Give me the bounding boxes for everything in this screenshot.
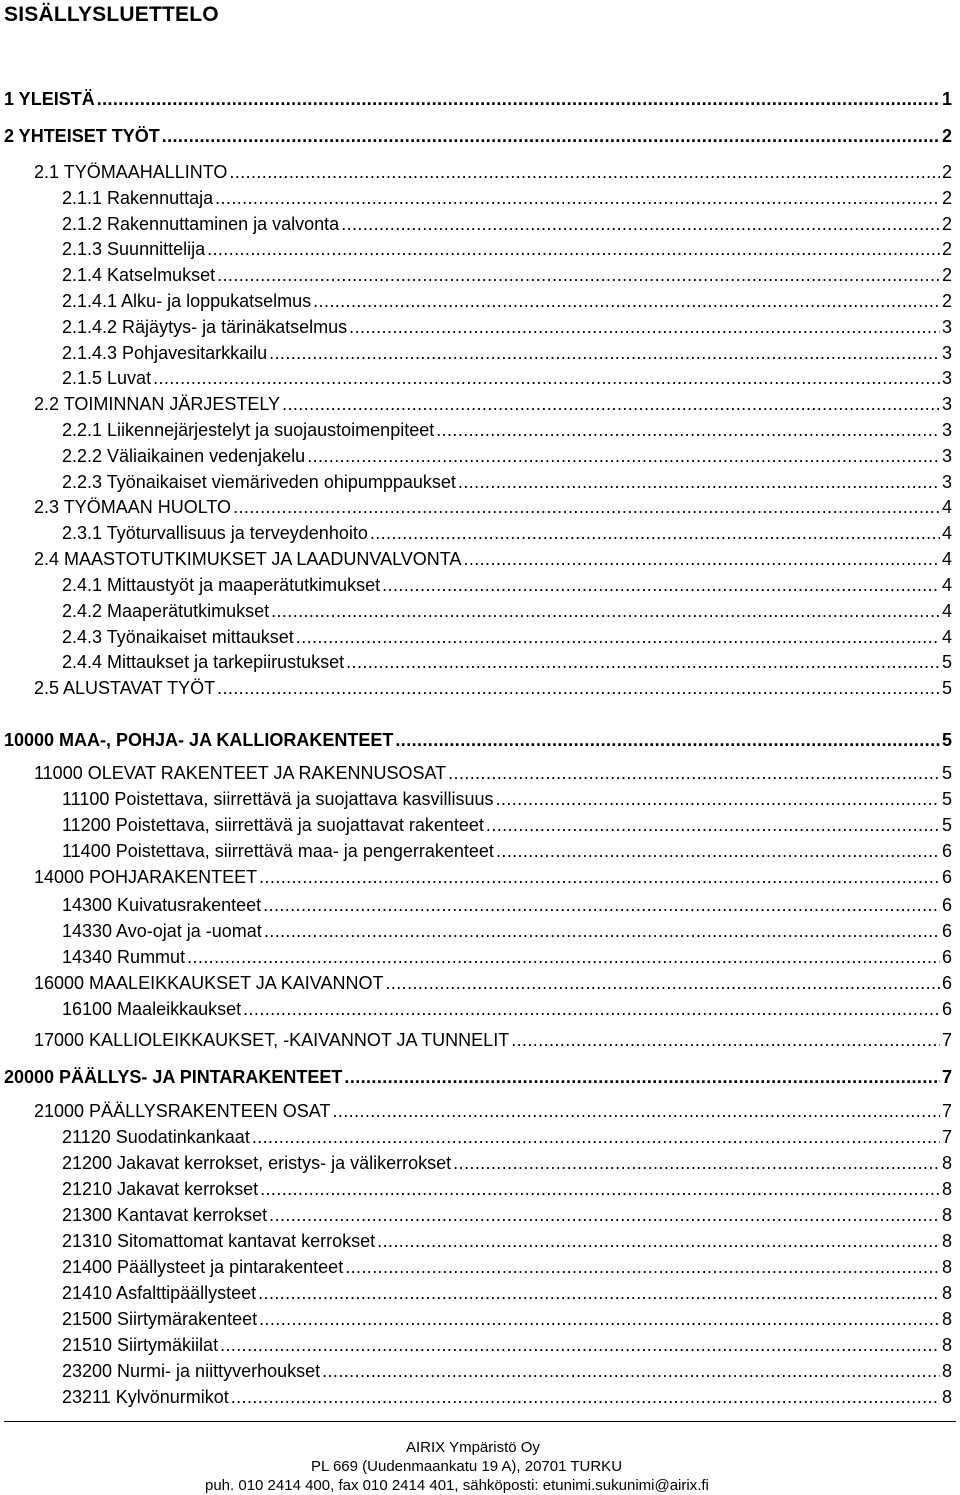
toc-dot-leader xyxy=(346,651,940,673)
toc-entry[interactable] xyxy=(62,316,952,338)
toc-dot-leader xyxy=(453,1152,940,1174)
footer-address: PL 669 (Uudenmaankatu 19 A), 20701 TURKU xyxy=(311,1458,623,1475)
toc-entry-page: 8 xyxy=(941,1205,952,1225)
toc-entry-title: 2.4.2 Maaperätutkimukset xyxy=(62,601,270,621)
toc-entry-page: 4 xyxy=(941,549,952,569)
toc-entry-page: 5 xyxy=(941,815,952,835)
toc-entry-title: 11100 Poistettava, siirrettävä ja suojattava kasvillisuus xyxy=(62,789,494,809)
toc-entry-title: 2.1.4.1 Alku- ja loppukatselmus xyxy=(62,291,312,311)
toc-entry[interactable] xyxy=(4,88,952,110)
toc-dot-leader xyxy=(259,866,940,888)
toc-entry[interactable] xyxy=(62,814,952,836)
toc-entry[interactable] xyxy=(62,238,952,260)
toc-entry[interactable] xyxy=(62,1360,952,1382)
toc-dot-leader xyxy=(97,88,940,110)
toc-entry[interactable] xyxy=(62,840,952,862)
toc-entry-title: 14340 Rummut xyxy=(62,947,186,967)
toc-entry-title: 2.3 TYÖMAAN HUOLTO xyxy=(34,497,232,517)
toc-entry[interactable] xyxy=(34,496,952,518)
toc-entry-page: 3 xyxy=(941,472,952,492)
toc-entry-page: 8 xyxy=(941,1231,952,1251)
toc-entry-title: 2.3.1 Työturvallisuus ja terveydenhoito xyxy=(62,523,368,543)
toc-entry-title: 2.2 TOIMINNAN JÄRJESTELY xyxy=(34,394,281,414)
toc-dot-leader xyxy=(271,600,940,622)
toc-dot-leader xyxy=(385,972,940,994)
toc-entry-title: 2.4 MAASTOTUTKIMUKSET JA LAADUNVALVONTA xyxy=(34,549,462,569)
toc-entry-title: 2.1.2 Rakennuttaminen ja valvonta xyxy=(62,214,340,234)
toc-dot-leader xyxy=(269,1204,940,1226)
toc-dot-leader xyxy=(258,1282,940,1304)
toc-entry[interactable] xyxy=(62,522,952,544)
toc-entry-title: 21000 PÄÄLLYSRAKENTEEN OSAT xyxy=(34,1101,331,1121)
toc-entry-title: 14300 Kuivatusrakenteet xyxy=(62,895,262,915)
toc-dot-leader xyxy=(243,998,940,1020)
toc-entry-title: 14000 POHJARAKENTEET xyxy=(34,867,258,887)
toc-entry-title: 21510 Siirtymäkiilat xyxy=(62,1335,219,1355)
toc-entry[interactable] xyxy=(62,920,952,942)
toc-entry-page: 8 xyxy=(941,1257,952,1277)
toc-entry-page: 4 xyxy=(941,523,952,543)
toc-entry-page: 8 xyxy=(941,1387,952,1407)
toc-entry[interactable] xyxy=(62,1178,952,1200)
toc-entry-page: 4 xyxy=(941,497,952,517)
toc-entry[interactable] xyxy=(62,1282,952,1304)
toc-entry-page: 3 xyxy=(941,343,952,363)
toc-entry[interactable] xyxy=(62,1334,952,1356)
toc-dot-leader xyxy=(252,1126,940,1148)
toc-dot-leader xyxy=(260,1178,940,1200)
toc-entry[interactable] xyxy=(62,342,952,364)
toc-entry-title: 2.5 ALUSTAVAT TYÖT xyxy=(34,678,216,698)
toc-entry-title: 23200 Nurmi- ja niittyverhoukset xyxy=(62,1361,321,1381)
toc-entry-page: 6 xyxy=(941,867,952,887)
toc-entry[interactable] xyxy=(62,651,952,673)
toc-entry[interactable] xyxy=(34,161,952,183)
toc-entry[interactable] xyxy=(62,1386,952,1408)
toc-dot-leader xyxy=(448,762,940,784)
toc-entry[interactable] xyxy=(34,1100,952,1122)
toc-entry[interactable] xyxy=(62,998,952,1020)
toc-entry[interactable] xyxy=(62,1152,952,1174)
toc-entry[interactable] xyxy=(62,419,952,441)
toc-dot-leader xyxy=(436,419,940,441)
toc-entry-title: 1 YLEISTÄ xyxy=(4,89,95,109)
toc-dot-leader xyxy=(370,522,940,544)
toc-dot-leader xyxy=(496,788,940,810)
toc-entry-page: 5 xyxy=(941,763,952,783)
toc-entry-page: 4 xyxy=(941,575,952,595)
toc-entry[interactable] xyxy=(62,788,952,810)
toc-entry-page: 6 xyxy=(941,973,952,993)
toc-entry[interactable] xyxy=(62,187,952,209)
toc-entry-title: 23211 Kylvönurmikot xyxy=(62,1387,229,1407)
toc-entry[interactable] xyxy=(62,1126,952,1148)
toc-dot-leader xyxy=(313,290,940,312)
toc-dot-leader xyxy=(511,1029,940,1051)
toc-entry[interactable] xyxy=(4,125,952,147)
toc-entry-page: 3 xyxy=(941,420,952,440)
toc-entry[interactable] xyxy=(34,393,952,415)
toc-entry-page: 7 xyxy=(941,1067,952,1087)
toc-entry-title: 21500 Siirtymärakenteet xyxy=(62,1309,258,1329)
toc-entry[interactable] xyxy=(62,367,952,389)
toc-entry-page: 8 xyxy=(941,1361,952,1381)
toc-entry-title: 11400 Poistettava, siirrettävä maa- ja pengerrakenteet xyxy=(62,841,494,861)
toc-entry-page: 7 xyxy=(941,1030,952,1050)
toc-dot-leader xyxy=(382,574,940,596)
toc-entry-page: 2 xyxy=(941,188,952,208)
toc-dot-leader xyxy=(187,946,940,968)
toc-entry-title: 21410 Asfalttipäällysteet xyxy=(62,1283,257,1303)
toc-entry-page: 5 xyxy=(941,678,952,698)
toc-dot-leader xyxy=(322,1360,940,1382)
toc-entry-page: 2 xyxy=(941,162,952,182)
toc-dot-leader xyxy=(259,1308,940,1330)
toc-dot-leader xyxy=(496,840,940,862)
toc-dot-leader xyxy=(220,1334,940,1356)
toc-entry-title: 21310 Sitomattomat kantavat kerrokset xyxy=(62,1231,376,1251)
toc-entry-title: 2.1.4 Katselmukset xyxy=(62,265,216,285)
toc-entry-page: 3 xyxy=(941,368,952,388)
toc-entry-title: 21210 Jakavat kerrokset xyxy=(62,1179,259,1199)
toc-entry[interactable] xyxy=(62,946,952,968)
toc-dot-leader xyxy=(153,367,940,389)
toc-entry[interactable] xyxy=(62,264,952,286)
toc-entry[interactable] xyxy=(4,729,952,751)
toc-entry-page: 5 xyxy=(941,789,952,809)
toc-dot-leader xyxy=(458,471,940,493)
toc-entry-page: 2 xyxy=(941,214,952,234)
toc-entry-page: 8 xyxy=(941,1309,952,1329)
toc-entry[interactable] xyxy=(34,548,952,570)
toc-entry-title: 2.1 TYÖMAAHALLINTO xyxy=(34,162,228,182)
toc-entry-page: 2 xyxy=(941,291,952,311)
toc-dot-leader xyxy=(282,393,940,415)
toc-dot-leader xyxy=(229,161,940,183)
toc-entry-title: 2.2.2 Väliaikainen vedenjakelu xyxy=(62,446,306,466)
toc-entry-title: 2.2.1 Liikennejärjestelyt ja suojaustoimenpiteet xyxy=(62,420,435,440)
toc-entry-title: 21120 Suodatinkankaat xyxy=(62,1127,250,1147)
toc-entry-page: 6 xyxy=(941,921,952,941)
toc-entry[interactable] xyxy=(4,1066,952,1088)
toc-entry-page: 3 xyxy=(941,446,952,466)
toc-entry[interactable] xyxy=(62,894,952,916)
toc-entry-title: 17000 KALLIOLEIKKAUKSET, -KAIVANNOT JA TUNNELIT xyxy=(34,1030,510,1050)
toc-entry-title: 2.4.1 Mittaustyöt ja maaperätutkimukset xyxy=(62,575,381,595)
toc-entry-title: 2.1.4.2 Räjäytys- ja tärinäkatselmus xyxy=(62,317,348,337)
toc-entry[interactable] xyxy=(34,1029,952,1051)
toc-dot-leader xyxy=(233,496,940,518)
toc-entry[interactable] xyxy=(62,1256,952,1278)
toc-entry-title: 21400 Päällysteet ja pintarakenteet xyxy=(62,1257,344,1277)
toc-entry[interactable] xyxy=(34,972,952,994)
toc-dot-leader xyxy=(345,1256,940,1278)
page-title: SISÄLLYSLUETTELO xyxy=(4,3,219,26)
toc-entry-page: 5 xyxy=(941,730,952,750)
toc-entry-page: 1 xyxy=(941,89,952,109)
toc-dot-leader xyxy=(162,125,940,147)
toc-entry[interactable] xyxy=(34,866,952,888)
toc-dot-leader xyxy=(395,729,940,751)
toc-entry-page: 7 xyxy=(941,1101,952,1121)
footer-contact: puh. 010 2414 400, fax 010 2414 401, sähköposti: etunimi.sukunimi@airix.fi xyxy=(205,1477,709,1494)
footer-divider xyxy=(4,1421,956,1422)
toc-entry-title: 2.2.3 Työnaikaiset viemäriveden ohipumppaukset xyxy=(62,472,456,492)
footer-company: AIRIX Ympäristö Oy xyxy=(406,1439,540,1456)
toc-dot-leader xyxy=(263,894,940,916)
toc-entry-page: 5 xyxy=(941,652,952,672)
toc-entry[interactable] xyxy=(62,290,952,312)
toc-entry-title: 16000 MAALEIKKAUKSET JA KAIVANNOT xyxy=(34,973,384,993)
toc-entry-page: 8 xyxy=(941,1335,952,1355)
toc-entry-title: 2.1.4.3 Pohjavesitarkkailu xyxy=(62,343,268,363)
toc-entry-title: 21200 Jakavat kerrokset, eristys- ja välikerrokset xyxy=(62,1153,452,1173)
toc-entry[interactable] xyxy=(62,1308,952,1330)
toc-dot-leader xyxy=(377,1230,940,1252)
toc-entry-page: 6 xyxy=(941,841,952,861)
toc-entry[interactable] xyxy=(62,574,952,596)
toc-dot-leader xyxy=(215,187,940,209)
toc-entry-title: 14330 Avo-ojat ja -uomat xyxy=(62,921,262,941)
toc-dot-leader xyxy=(207,238,940,260)
toc-dot-leader xyxy=(486,814,940,836)
toc-dot-leader xyxy=(344,1066,940,1088)
toc-dot-leader xyxy=(307,445,940,467)
toc-entry[interactable] xyxy=(62,600,952,622)
toc-entry-page: 8 xyxy=(941,1283,952,1303)
toc-entry-page: 2 xyxy=(941,265,952,285)
toc-entry-page: 6 xyxy=(941,999,952,1019)
toc-entry-page: 4 xyxy=(941,601,952,621)
toc-entry-page: 8 xyxy=(941,1179,952,1199)
toc-entry[interactable] xyxy=(62,626,952,648)
toc-dot-leader xyxy=(463,548,940,570)
toc-dot-leader xyxy=(332,1100,940,1122)
toc-entry[interactable] xyxy=(62,445,952,467)
toc-entry[interactable] xyxy=(34,677,952,699)
toc-entry[interactable] xyxy=(62,1230,952,1252)
toc-dot-leader xyxy=(264,920,940,942)
toc-dot-leader xyxy=(296,626,940,648)
toc-entry-page: 6 xyxy=(941,947,952,967)
toc-entry-page: 8 xyxy=(941,1153,952,1173)
toc-dot-leader xyxy=(341,213,940,235)
toc-entry-title: 10000 MAA-, POHJA- JA KALLIORAKENTEET xyxy=(4,730,394,750)
toc-entry-page: 7 xyxy=(941,1127,952,1147)
toc-entry-title: 2.4.3 Työnaikaiset mittaukset xyxy=(62,627,294,647)
toc-entry[interactable] xyxy=(62,213,952,235)
toc-entry-title: 20000 PÄÄLLYS- JA PINTARAKENTEET xyxy=(4,1067,343,1087)
toc-dot-leader xyxy=(217,264,940,286)
toc-entry-title: 2.4.4 Mittaukset ja tarkepiirustukset xyxy=(62,652,345,672)
toc-entry-page: 3 xyxy=(941,317,952,337)
toc-entry-page: 2 xyxy=(941,239,952,259)
toc-entry-page: 4 xyxy=(941,627,952,647)
toc-entry-title: 2.1.3 Suunnittelija xyxy=(62,239,206,259)
toc-entry-title: 11000 OLEVAT RAKENTEET JA RAKENNUSOSAT xyxy=(34,763,447,783)
toc-entry-title: 2.1.1 Rakennuttaja xyxy=(62,188,214,208)
toc-entry-title: 2.1.5 Luvat xyxy=(62,368,152,388)
toc-entry-page: 2 xyxy=(941,126,952,146)
toc-entry-title: 21300 Kantavat kerrokset xyxy=(62,1205,268,1225)
toc-entry[interactable] xyxy=(62,471,952,493)
toc-entry-page: 6 xyxy=(941,895,952,915)
toc-entry[interactable] xyxy=(34,762,952,784)
toc-entry-title: 16100 Maaleikkaukset xyxy=(62,999,242,1019)
toc-entry-title: 11200 Poistettava, siirrettävä ja suojattavat rakenteet xyxy=(62,815,484,835)
toc-dot-leader xyxy=(231,1386,940,1408)
toc-dot-leader xyxy=(217,677,940,699)
toc-entry[interactable] xyxy=(62,1204,952,1226)
toc-entry-title: 2 YHTEISET TYÖT xyxy=(4,126,160,146)
toc-dot-leader xyxy=(269,342,940,364)
toc-entry-page: 3 xyxy=(941,394,952,414)
toc-dot-leader xyxy=(349,316,940,338)
